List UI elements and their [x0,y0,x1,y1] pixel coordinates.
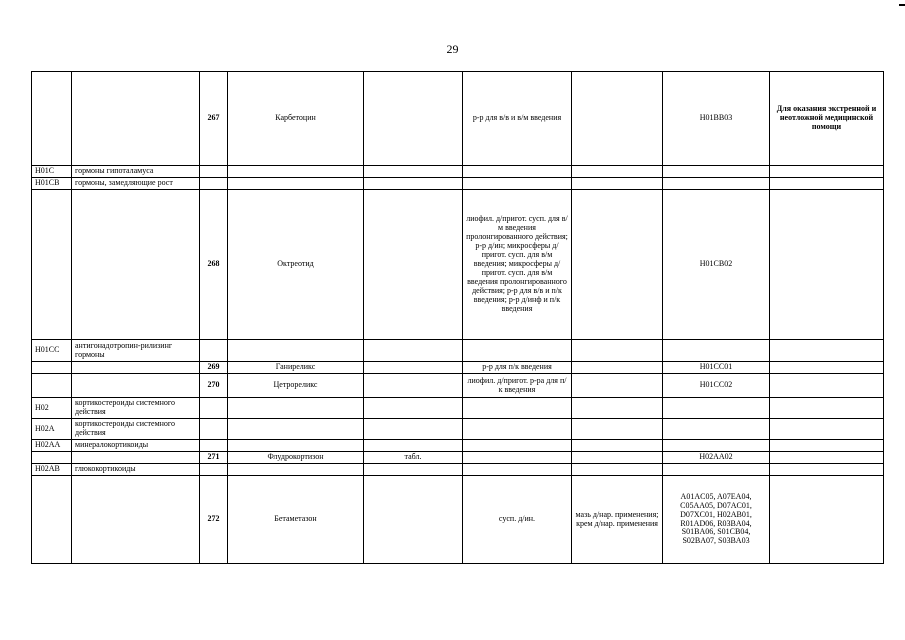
code-cell: H02AA [32,440,72,452]
drug-name-cell: Карбетоцин [228,72,364,166]
form-cell-3 [572,166,663,178]
code-cell [32,452,72,464]
form-cell-1 [364,190,463,340]
form-cell-3: мазь д/нар. применения; крем д/нар. применения [572,476,663,564]
number-cell [200,419,228,440]
group-cell: кортикостероиды системного действия [72,398,200,419]
number-cell [200,464,228,476]
code-cell: H02AB [32,464,72,476]
form-cell-3 [572,374,663,398]
atc-code-cell: H02AA02 [663,452,770,464]
group-cell: минералокортикоиды [72,440,200,452]
number-cell [200,166,228,178]
group-cell [72,190,200,340]
note-cell [770,476,884,564]
drug-name-cell: Октреотид [228,190,364,340]
group-cell [72,72,200,166]
table-row [32,178,884,190]
table-row [32,440,884,452]
group-cell [72,476,200,564]
number-cell [200,398,228,419]
note-cell [770,362,884,374]
atc-code-cell: A01AC05, A07EA04, C05AA05, D07AC01, D07XC01, H02AB01, R01AD06, R03BA04, S01BA06, S01CB04, S02BA07, S03BA03 [663,476,770,564]
drug-name-cell: Флудрокортизон [228,452,364,464]
drug-name-cell: Ганиреликс [228,362,364,374]
code-cell [32,190,72,340]
drug-name-cell [228,178,364,190]
number-cell: 269 [200,362,228,374]
form-cell-3 [572,419,663,440]
code-cell: H01CC [32,340,72,362]
form-cell-2: р-р для п/к введения [463,362,572,374]
form-cell-3 [572,362,663,374]
number-cell [200,178,228,190]
form-cell-3 [572,178,663,190]
note-cell [770,374,884,398]
form-cell-1 [364,166,463,178]
code-cell: H01CB [32,178,72,190]
code-cell [32,476,72,564]
atc-code-cell: H01BB03 [663,72,770,166]
group-cell: гормоны, замедляющие рост [72,178,200,190]
form-cell-3 [572,72,663,166]
group-cell: гормоны гипоталамуса [72,166,200,178]
drug-name-cell: Цетрореликс [228,374,364,398]
number-cell: 272 [200,476,228,564]
atc-code-cell [663,166,770,178]
group-cell: антигонадотропин-рилизинг гормоны [72,340,200,362]
group-cell: кортикостероиды системного действия [72,419,200,440]
group-cell [72,362,200,374]
note-cell: Для оказания экстренной и неотложной медицинской помощи [770,72,884,166]
atc-code-cell: H01CC02 [663,374,770,398]
form-cell-1 [364,464,463,476]
number-cell: 271 [200,452,228,464]
atc-code-cell [663,419,770,440]
form-cell-2: р-р для в/в и в/м введения [463,72,572,166]
drug-name-cell: Бетаметазон [228,476,364,564]
form-cell-1 [364,374,463,398]
form-cell-3 [572,440,663,452]
note-cell [770,419,884,440]
note-cell [770,398,884,419]
form-cell-2: лиофил. д/пригот. сусп. для в/м введения пролонгированного действия; р-р д/ин; микросферы д/пригот. сусп. для в/м введения; микросферы д/пригот. сусп. для в/м введения пролонгированного действия; р-р для в/в и п/к введения; р-р д/инф и п/к введения [463,190,572,340]
number-cell: 268 [200,190,228,340]
form-cell-1: табл. [364,452,463,464]
number-cell: 267 [200,72,228,166]
table-row [32,340,884,362]
form-cell-2 [463,440,572,452]
note-cell [770,166,884,178]
table-row [32,464,884,476]
form-cell-1 [364,72,463,166]
code-cell: H02A [32,419,72,440]
note-cell [770,464,884,476]
form-cell-1 [364,419,463,440]
corner-mark [899,4,905,6]
note-cell [770,178,884,190]
note-cell [770,340,884,362]
atc-code-cell [663,398,770,419]
drug-name-cell [228,398,364,419]
form-cell-1 [364,178,463,190]
form-cell-3 [572,340,663,362]
form-cell-3 [572,452,663,464]
atc-code-cell: H01CB02 [663,190,770,340]
table-row [32,362,884,374]
form-cell-2: лиофил. д/пригот. р-ра для п/к введения [463,374,572,398]
drug-name-cell [228,419,364,440]
form-cell-1 [364,440,463,452]
code-cell [32,362,72,374]
table-row [32,166,884,178]
drug-name-cell [228,340,364,362]
atc-code-cell [663,440,770,452]
table-row [32,476,884,564]
table-row [32,452,884,464]
form-cell-2 [463,398,572,419]
note-cell [770,190,884,340]
form-cell-2 [463,419,572,440]
form-cell-3 [572,398,663,419]
drug-table [31,71,884,564]
drug-name-cell [228,440,364,452]
form-cell-1 [364,340,463,362]
table-row [32,190,884,340]
form-cell-1 [364,398,463,419]
atc-code-cell [663,178,770,190]
table-row [32,72,884,166]
form-cell-2 [463,340,572,362]
atc-code-cell [663,464,770,476]
form-cell-2 [463,178,572,190]
page-number: 29 [446,42,459,56]
code-cell [32,72,72,166]
note-cell [770,440,884,452]
code-cell: H01C [32,166,72,178]
atc-code-cell [663,340,770,362]
form-cell-2 [463,464,572,476]
form-cell-3 [572,464,663,476]
table-row [32,419,884,440]
code-cell: H02 [32,398,72,419]
table-row [32,374,884,398]
number-cell [200,340,228,362]
form-cell-3 [572,190,663,340]
group-cell [72,452,200,464]
number-cell: 270 [200,374,228,398]
form-cell-2 [463,452,572,464]
table-row [32,398,884,419]
form-cell-2: сусп. д/ин. [463,476,572,564]
number-cell [200,440,228,452]
form-cell-1 [364,362,463,374]
form-cell-2 [463,166,572,178]
group-cell: глюкокортикоиды [72,464,200,476]
drug-name-cell [228,464,364,476]
group-cell [72,374,200,398]
drug-name-cell [228,166,364,178]
note-cell [770,452,884,464]
form-cell-1 [364,476,463,564]
atc-code-cell: H01CC01 [663,362,770,374]
code-cell [32,374,72,398]
